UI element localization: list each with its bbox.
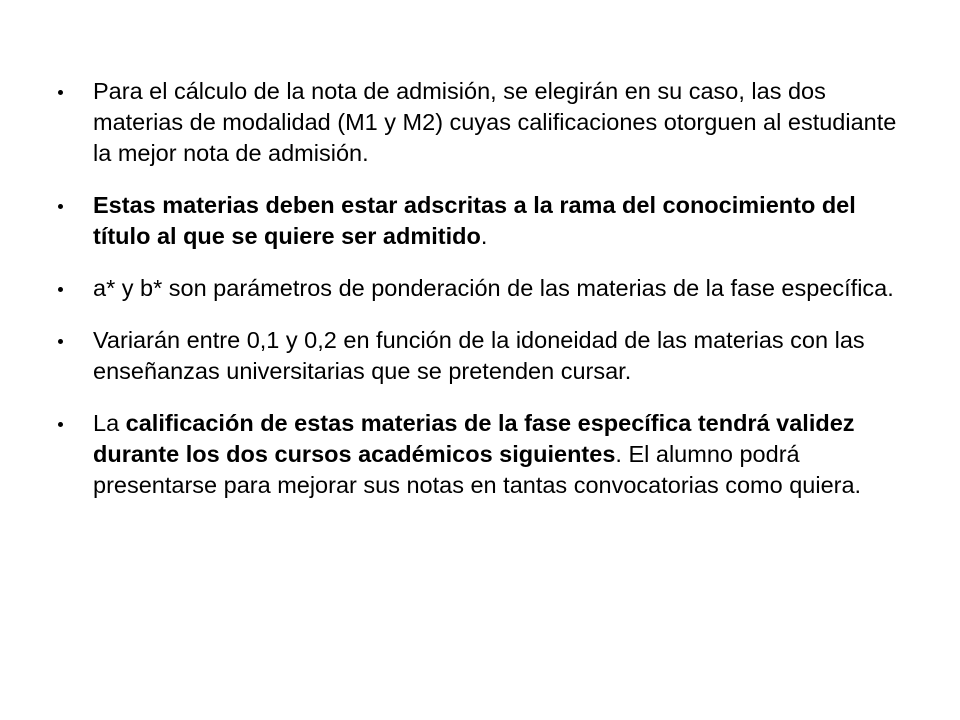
bullet-dot-icon (58, 90, 63, 95)
bullet-dot-icon (58, 339, 63, 344)
bullet-text: . (480, 223, 488, 249)
bullet-text: Variarán entre 0,1 y 0,2 en función de la idoneidad de las materias con las enseñanzas universitarias que se pretenden cursar. (93, 327, 865, 384)
bullet-text: a* y b* son parámetros de ponderación de las materias de la fase específica. (93, 275, 894, 301)
bullet-item (52, 408, 912, 501)
bullet-text: La (93, 410, 126, 436)
bullet-text: Para el cálculo de la nota de admisión, se elegirán en su caso, las dos materias de modalidad (M1 y M2) cuyas calificaciones otorguen al estudiante la mejor nota de admisión. (93, 78, 897, 166)
bullet-item (52, 273, 912, 304)
bullet-item (52, 76, 912, 169)
bullet-text-bold: calificación de estas materias de la fase específica tendrá validez durante los dos cursos académicos siguientes (93, 410, 855, 467)
bullet-item (52, 325, 912, 387)
bullet-dot-icon (58, 204, 63, 209)
bullet-text: . El alumno podrá presentarse para mejorar sus notas en tantas convocatorias como quiera. (93, 441, 862, 498)
bullet-item (52, 190, 912, 252)
bullet-list (52, 76, 912, 522)
bullet-dot-icon (58, 287, 63, 292)
bullet-dot-icon (58, 422, 63, 427)
bullet-text-bold: Estas materias deben estar adscritas a la rama del conocimiento del título al que se quiere ser admitido (93, 192, 856, 249)
